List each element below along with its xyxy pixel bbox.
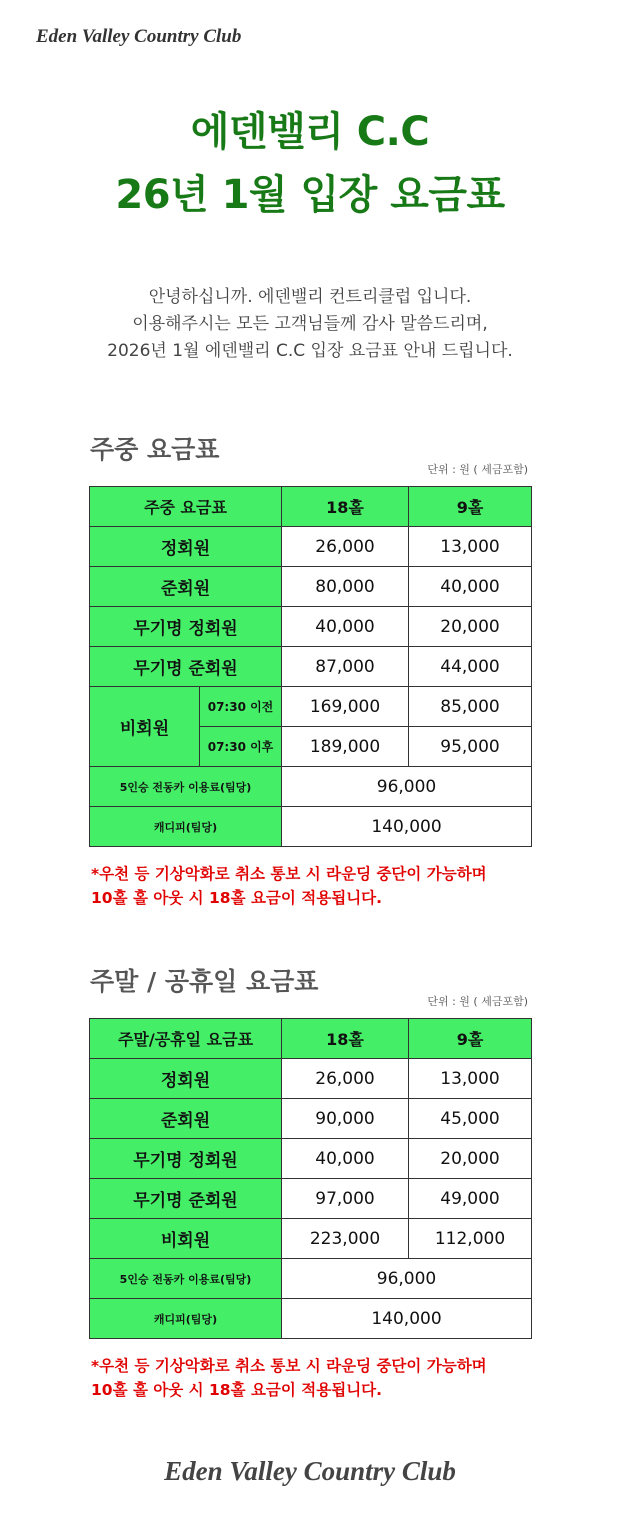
time-sublabel: 07:30 이후 bbox=[200, 727, 282, 767]
row-label: 캐디피(팀당) bbox=[90, 1299, 282, 1339]
price-9: 20,000 bbox=[409, 1139, 532, 1179]
weekend-unit-note: 단위 : 원 ( 세금포함) bbox=[427, 995, 528, 1008]
row-label: 정회원 bbox=[90, 1059, 282, 1099]
intro-line: 2026년 1월 에덴밸리 C.C 입장 요금표 안내 드립니다. bbox=[107, 341, 513, 361]
note-line: 10홀 홀 아웃 시 18홀 요금이 적용됩니다. bbox=[91, 1381, 383, 1399]
cart-fee: 96,000 bbox=[282, 767, 532, 807]
weekday-fee-table bbox=[89, 486, 532, 847]
table-row bbox=[90, 1059, 532, 1099]
note-line: 10홀 홀 아웃 시 18홀 요금이 적용됩니다. bbox=[91, 889, 383, 907]
price-9: 20,000 bbox=[409, 607, 532, 647]
price-18: 80,000 bbox=[282, 567, 409, 607]
row-label: 비회원 bbox=[90, 687, 200, 767]
price-18: 40,000 bbox=[282, 1139, 409, 1179]
cart-fee: 96,000 bbox=[282, 1259, 532, 1299]
row-label: 준회원 bbox=[90, 567, 282, 607]
header-cell: 주말/공휴일 요금표 bbox=[90, 1019, 282, 1059]
table-row bbox=[90, 1299, 532, 1339]
time-sublabel: 07:30 이전 bbox=[200, 687, 282, 727]
brand-top: Eden Valley Country Club bbox=[36, 26, 242, 47]
row-label: 정회원 bbox=[90, 527, 282, 567]
price-9: 13,000 bbox=[409, 1059, 532, 1099]
row-label: 무기명 정회원 bbox=[90, 1139, 282, 1179]
price-9: 95,000 bbox=[409, 727, 532, 767]
brand-bottom: Eden Valley Country Club bbox=[164, 1456, 456, 1486]
price-9: 40,000 bbox=[409, 567, 532, 607]
table-row bbox=[90, 687, 532, 727]
price-9: 13,000 bbox=[409, 527, 532, 567]
intro-text bbox=[0, 284, 620, 365]
table-header-row bbox=[90, 1019, 532, 1059]
price-9: 45,000 bbox=[409, 1099, 532, 1139]
table-row bbox=[90, 607, 532, 647]
header-cell: 9홀 bbox=[409, 1019, 532, 1059]
row-label: 무기명 준회원 bbox=[90, 647, 282, 687]
page-title-line2: 26년 1월 입장 요금표 bbox=[115, 172, 505, 218]
table-row bbox=[90, 1099, 532, 1139]
price-18: 26,000 bbox=[282, 527, 409, 567]
price-18: 223,000 bbox=[282, 1219, 409, 1259]
table-row bbox=[90, 567, 532, 607]
row-label: 비회원 bbox=[90, 1219, 282, 1259]
row-label: 무기명 준회원 bbox=[90, 1179, 282, 1219]
header-cell: 주중 요금표 bbox=[90, 487, 282, 527]
price-9: 85,000 bbox=[409, 687, 532, 727]
caddie-fee: 140,000 bbox=[282, 1299, 532, 1339]
price-9: 44,000 bbox=[409, 647, 532, 687]
weekend-fee-table bbox=[89, 1018, 532, 1339]
row-label: 캐디피(팀당) bbox=[90, 807, 282, 847]
intro-line: 안녕하십니까. 에덴밸리 컨트리클럽 입니다. bbox=[148, 287, 472, 307]
price-18: 26,000 bbox=[282, 1059, 409, 1099]
weekday-section-title: 주중 요금표 bbox=[90, 435, 220, 464]
weekday-rain-note bbox=[91, 862, 487, 910]
row-label: 5인승 전동카 이용료(팀당) bbox=[90, 767, 282, 807]
header-cell: 9홀 bbox=[409, 487, 532, 527]
price-18: 169,000 bbox=[282, 687, 409, 727]
note-line: *우천 등 기상악화로 취소 통보 시 라운딩 중단이 가능하며 bbox=[91, 1357, 487, 1375]
price-18: 40,000 bbox=[282, 607, 409, 647]
price-18: 87,000 bbox=[282, 647, 409, 687]
weekend-section-title: 주말 / 공휴일 요금표 bbox=[90, 967, 319, 996]
table-row bbox=[90, 1179, 532, 1219]
caddie-fee: 140,000 bbox=[282, 807, 532, 847]
table-header-row bbox=[90, 487, 532, 527]
row-label: 준회원 bbox=[90, 1099, 282, 1139]
table-row bbox=[90, 1219, 532, 1259]
table-row bbox=[90, 647, 532, 687]
table-row bbox=[90, 767, 532, 807]
header-cell: 18홀 bbox=[282, 487, 409, 527]
weekday-unit-note: 단위 : 원 ( 세금포함) bbox=[427, 463, 528, 476]
row-label: 무기명 정회원 bbox=[90, 607, 282, 647]
price-9: 49,000 bbox=[409, 1179, 532, 1219]
price-18: 90,000 bbox=[282, 1099, 409, 1139]
weekend-rain-note bbox=[91, 1354, 487, 1402]
table-row bbox=[90, 1259, 532, 1299]
price-9: 112,000 bbox=[409, 1219, 532, 1259]
price-18: 189,000 bbox=[282, 727, 409, 767]
row-label: 5인승 전동카 이용료(팀당) bbox=[90, 1259, 282, 1299]
table-row bbox=[90, 807, 532, 847]
table-row bbox=[90, 527, 532, 567]
intro-line: 이용해주시는 모든 고객님들께 감사 말씀드리며, bbox=[132, 314, 488, 334]
header-cell: 18홀 bbox=[282, 1019, 409, 1059]
note-line: *우천 등 기상악화로 취소 통보 시 라운딩 중단이 가능하며 bbox=[91, 865, 487, 883]
price-18: 97,000 bbox=[282, 1179, 409, 1219]
table-row bbox=[90, 1139, 532, 1179]
page-title-line1: 에덴밸리 C.C bbox=[190, 109, 430, 155]
